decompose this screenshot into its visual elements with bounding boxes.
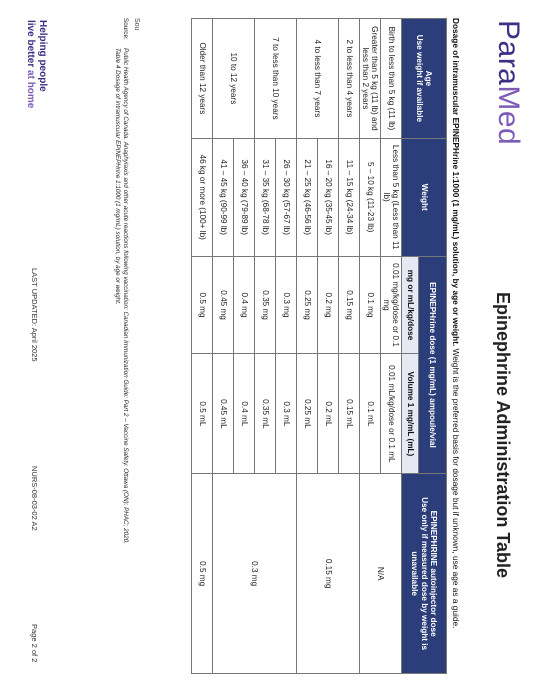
weight-cell: 5 – 10 kg (11-23 lb) (360, 138, 381, 256)
mg-cell: 0.25 mg (297, 256, 318, 354)
tagline-part-a: live better (25, 20, 37, 71)
tagline-part-b: at home (25, 70, 37, 109)
tagline-line-2 (25, 20, 37, 108)
ml-cell: 0.4 mL (234, 354, 255, 474)
table-row (276, 19, 297, 674)
source-text (113, 48, 129, 544)
tagline-line-1: Helping people (37, 20, 48, 92)
table-row (381, 19, 402, 674)
age-cell: Older than 12 years (192, 19, 213, 139)
ml-cell: 0.45 mL (213, 354, 234, 474)
mg-cell: 0.2 mg (318, 256, 339, 354)
logo-med: Med (492, 85, 525, 146)
auto-cell: 0.5 mg (192, 474, 213, 674)
source-cut-label: Sou (133, 18, 140, 31)
source-line-1: Public Health Agency of Canada. Anaphylaxis and other acute reactions following vaccination: Canadian Immunization Guide: Part 2 – Vaccine Safety. Ottawa (ON): PHAC; 2020. (122, 48, 129, 544)
source-label: Source: (122, 18, 129, 40)
dosage-table (191, 18, 447, 674)
header-weight: Weight (402, 138, 447, 256)
header-age-label: Age (424, 70, 434, 87)
weight-cell: 41 – 45 kg (90-99 lb) (213, 138, 234, 256)
weight-cell: 16 – 20 kg (35-45 lb) (318, 138, 339, 256)
weight-cell: 31 – 35 kg (68-78 lb) (255, 138, 276, 256)
ml-cell: 0.3 mL (276, 354, 297, 474)
header-dose-mg: mg or mL/kg/dose (402, 256, 419, 354)
age-cell: 2 to less than 4 years (339, 19, 360, 139)
tagline (25, 20, 48, 108)
intro-bold: Dosage of intramuscular EPINEPHrine 1:1000 (1 mg/mL) solution, by age or weight. (451, 18, 461, 347)
header-auto-label: EPINEPHRINE autoinjector dose (428, 510, 438, 637)
auto-cell: 0.3 mg (213, 474, 297, 674)
header-dose-group: EPINEPHrine dose (1 mg/mL) ampoule/vial (419, 256, 447, 474)
ml-cell: 0.25 mL (297, 354, 318, 474)
weight-cell: 26 – 30 kg (57-67 lb) (276, 138, 297, 256)
ml-cell: 0.15 mL (339, 354, 360, 474)
weight-cell: Less than 5 kg (Less than 11 lb) (381, 138, 402, 256)
last-updated: LAST UPDATED: April 2025 (30, 268, 39, 362)
age-cell: 4 to less than 7 years (297, 19, 339, 139)
weight-cell: 21 – 25 kg (46-56 lb) (297, 138, 318, 256)
mg-cell: 0.4 mg (234, 256, 255, 354)
header-auto-sub: Use only if measured dose by weight is unavailable (410, 497, 429, 651)
page-title: Epinephrine Administration Table (493, 292, 513, 579)
age-cell: Greater than 5 kg (11 lb) and less than 2 years (360, 19, 381, 139)
paramed-logo (491, 20, 525, 145)
auto-cell: N/A (360, 474, 402, 674)
mg-cell: 0.01 mg/kg/dose or 0.1 mg (381, 256, 402, 354)
mg-cell: 0.1 mg (360, 256, 381, 354)
auto-cell: 0.15 mg (297, 474, 360, 674)
table-row (192, 19, 213, 674)
weight-cell: 36 – 40 kg (79-89 lb) (234, 138, 255, 256)
age-cell: 7 to less than 10 years (255, 19, 297, 139)
age-cell: Birth to less than 5 kg (11 lb) (381, 19, 402, 139)
mg-cell: 0.5 mg (192, 256, 213, 354)
source-line-2: Table 4 Dosage of intramuscular EPINEPHrine 1:1000 (1 mg/mL) solution, by age or weight. (113, 48, 121, 305)
document-code: NURS-08-03-02 A2 (30, 466, 39, 531)
logo-para: Para (492, 20, 525, 86)
header-autoinjector (402, 474, 447, 674)
header-age (402, 19, 447, 139)
table-row (339, 19, 360, 674)
ml-cell: 0.2 mL (318, 354, 339, 474)
ml-cell: 0.35 mL (255, 354, 276, 474)
intro-rest: Weight is the preferred basis for dosage but if unknown, use age as a guide. (451, 346, 461, 629)
mg-cell: 0.35 mg (255, 256, 276, 354)
mg-cell: 0.15 mg (339, 256, 360, 354)
ml-cell: 0.01 mL/kg/dose or 0.1 mL (381, 354, 402, 474)
weight-cell: 11 – 15 kg (24-34 lb) (339, 138, 360, 256)
age-cell: 10 to 12 years (213, 19, 255, 139)
header-dose-ml: Volume 1 mg/mL (mL) (402, 354, 419, 474)
weight-cell: 46 kg or more (100+ lb) (192, 138, 213, 256)
header-age-sub: Use weight if available (415, 34, 424, 123)
ml-cell: 0.1 mL (360, 354, 381, 474)
page-number: Page 2 of 2 (30, 624, 39, 663)
ml-cell: 0.5 mL (192, 354, 213, 474)
mg-cell: 0.3 mg (276, 256, 297, 354)
mg-cell: 0.45 mg (213, 256, 234, 354)
intro-text (451, 18, 461, 628)
